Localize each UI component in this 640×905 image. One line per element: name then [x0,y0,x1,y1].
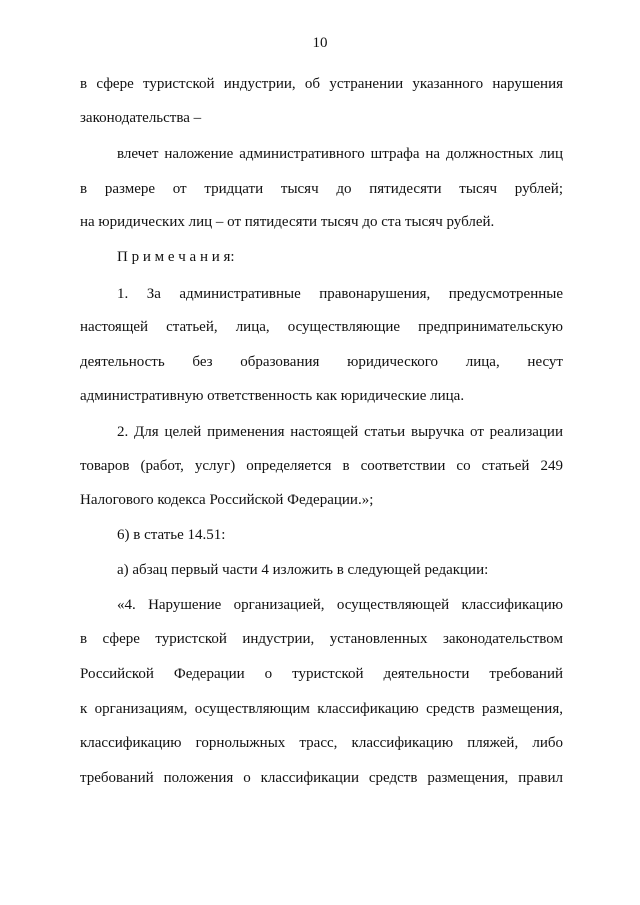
text-line: классификацию горнолыжных трасс, классификацию пляжей, либо [80,735,563,751]
text-line: 6) в статье 14.51: [117,527,226,543]
text-line: в сфере туристской индустрии, об устранении указанного нарушения [80,76,563,92]
text-line: в сфере туристской индустрии, установленных законодательством [80,631,563,647]
notes-heading: П р и м е ч а н и я: [117,249,235,265]
text-line: на юридических лиц – от пятидесяти тысяч до ста тысяч рублей. [80,214,495,230]
text-line: настоящей статьей, лица, осуществляющие предпринимательскую [80,319,563,335]
text-line: к организациям, осуществляющим классификацию средств размещения, [80,701,563,717]
text-line: Налогового кодекса Российской Федерации.»; [80,492,374,508]
text-line: товаров (работ, услуг) определяется в соответствии со статьей 249 [80,458,563,474]
text-line: деятельность без образования юридического лица, несут [80,354,563,370]
text-line: законодательства – [80,110,202,126]
text-line: Российской Федерации о туристской деятельности требований [80,666,563,682]
text-line: влечет наложение административного штрафа на должностных лиц [117,146,563,162]
text-line: административную ответственность как юридические лица. [80,388,465,404]
text-line: а) абзац первый части 4 изложить в следующей редакции: [117,562,489,578]
text-line: «4. Нарушение организацией, осуществляющей классификацию [117,597,563,613]
text-line: 2. Для целей применения настоящей статьи выручка от реализации [117,424,563,440]
text-line: требований положения о классификации средств размещения, правил [80,770,563,786]
text-line: 1. За административные правонарушения, предусмотренные [117,286,563,302]
page-number: 10 [312,35,328,51]
text-line: в размере от тридцати тысяч до пятидесяти тысяч рублей; [80,181,563,197]
